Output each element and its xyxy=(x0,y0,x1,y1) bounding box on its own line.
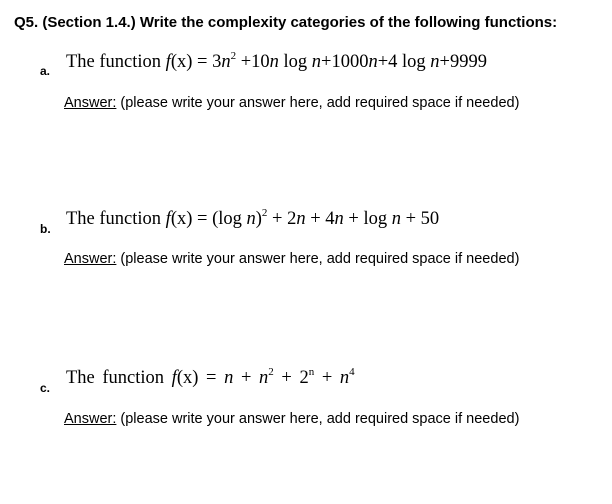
math-exponent: 4 xyxy=(349,365,355,378)
math-text: = (log xyxy=(192,209,247,229)
math-variable: n xyxy=(311,52,322,72)
answer-instructions: (please write your answer here, add required space if needed) xyxy=(116,251,520,267)
math-text: log xyxy=(278,52,312,72)
function-formula xyxy=(198,365,355,388)
math-text: +10 xyxy=(236,52,270,72)
question-title: Q5. (Section 1.4.) Write the complexity categories of the following functions: xyxy=(14,14,558,31)
math-text: + xyxy=(233,368,260,388)
math-variable: n xyxy=(368,52,378,72)
math-text: + 50 xyxy=(401,209,440,229)
function-args: (x) xyxy=(170,209,193,229)
function-args: (x) xyxy=(170,52,193,72)
math-variable: n xyxy=(224,368,234,388)
math-variable: n xyxy=(269,52,279,72)
math-exponent: 2 xyxy=(261,206,268,219)
math-variable: n xyxy=(296,209,306,229)
math-text: = xyxy=(198,368,225,388)
math-text: +1000 xyxy=(321,52,369,72)
math-text: + 2 xyxy=(267,209,297,229)
math-text: +9999 xyxy=(439,52,487,72)
item-marker: c. xyxy=(40,381,51,395)
answer-instructions: (please write your answer here, add required space if needed) xyxy=(116,95,520,111)
answer-prompt xyxy=(64,251,519,267)
math-text: + 4 xyxy=(305,209,335,229)
math-variable: n xyxy=(430,52,440,72)
answer-label: Answer: xyxy=(64,95,117,111)
function-name: f xyxy=(165,52,171,72)
math-text: +4 log xyxy=(377,52,431,72)
math-text: + xyxy=(314,368,340,388)
math-variable: n xyxy=(391,209,401,229)
function-lead: The function xyxy=(66,209,166,229)
item-marker: a. xyxy=(40,64,51,78)
math-exponent: n xyxy=(308,365,315,378)
function-args: (x) xyxy=(176,368,199,388)
math-variable: n xyxy=(334,209,344,229)
math-text: ) xyxy=(255,209,262,229)
function-lead: The function xyxy=(66,368,172,388)
answer-prompt xyxy=(64,411,519,427)
math-exponent: 2 xyxy=(268,365,274,378)
math-text: + log xyxy=(343,209,392,229)
answer-label: Answer: xyxy=(64,411,117,427)
function-name: f xyxy=(165,209,171,229)
answer-label: Answer: xyxy=(64,251,117,267)
math-variable: n xyxy=(259,368,269,388)
function-formula xyxy=(192,206,440,229)
function-formula xyxy=(192,49,487,72)
answer-prompt xyxy=(64,95,519,111)
math-text: + 2 xyxy=(273,368,309,388)
function-expression xyxy=(66,206,440,230)
function-expression xyxy=(66,49,487,73)
math-variable: n xyxy=(246,209,256,229)
function-name: f xyxy=(171,368,177,388)
math-text: = 3 xyxy=(192,52,222,72)
math-exponent: 2 xyxy=(230,49,237,62)
answer-instructions: (please write your answer here, add required space if needed) xyxy=(116,411,520,427)
function-expression xyxy=(66,365,355,389)
math-variable: n xyxy=(339,368,350,388)
math-variable: n xyxy=(221,52,231,72)
item-marker: b. xyxy=(40,222,51,236)
function-lead: The function xyxy=(66,52,166,72)
